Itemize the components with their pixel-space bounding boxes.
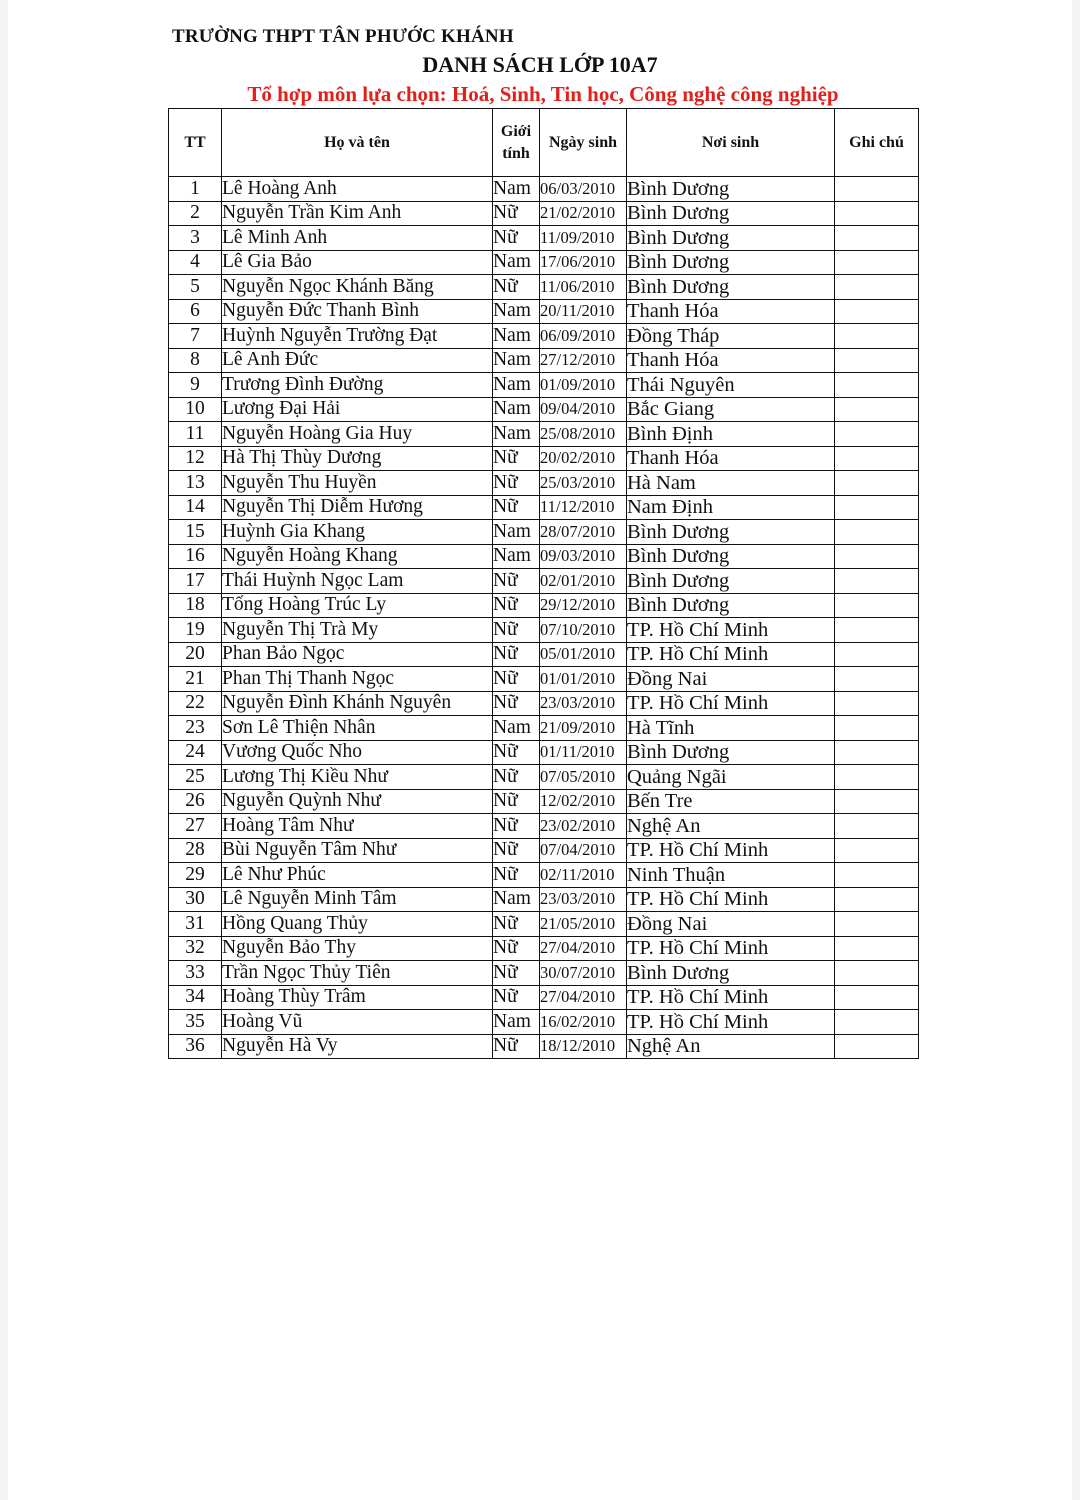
cell-dob: 21/02/2010: [540, 201, 627, 226]
cell-place: Bình Dương: [627, 740, 835, 765]
cell-gender: Nam: [493, 348, 540, 373]
cell-place: Bình Dương: [627, 250, 835, 275]
table-row: [169, 446, 919, 471]
cell-dob: 27/04/2010: [540, 985, 627, 1010]
cell-dob: 23/03/2010: [540, 887, 627, 912]
cell-gender: Nữ: [493, 838, 540, 863]
table-row: [169, 593, 919, 618]
cell-tt: 31: [169, 912, 222, 937]
table-row: [169, 544, 919, 569]
cell-name: Lê Nguyễn Minh Tâm: [222, 887, 493, 912]
cell-place: Nam Định: [627, 495, 835, 520]
cell-tt: 20: [169, 642, 222, 667]
cell-note: [835, 961, 919, 986]
cell-name: Nguyễn Hà Vy: [222, 1034, 493, 1059]
header-note: Ghi chú: [835, 109, 919, 177]
table-row: [169, 495, 919, 520]
table-row: [169, 324, 919, 349]
cell-note: [835, 446, 919, 471]
cell-gender: Nữ: [493, 789, 540, 814]
cell-place: Nghệ An: [627, 814, 835, 839]
table-row: [169, 985, 919, 1010]
table-row: [169, 667, 919, 692]
cell-note: [835, 1034, 919, 1059]
cell-tt: 28: [169, 838, 222, 863]
cell-gender: Nam: [493, 177, 540, 202]
cell-dob: 23/03/2010: [540, 691, 627, 716]
table-row: [169, 618, 919, 643]
cell-dob: 21/09/2010: [540, 716, 627, 741]
cell-note: [835, 936, 919, 961]
cell-note: [835, 838, 919, 863]
table-row: [169, 863, 919, 888]
cell-gender: Nữ: [493, 961, 540, 986]
cell-gender: Nữ: [493, 471, 540, 496]
table-row: [169, 716, 919, 741]
cell-place: Bình Dương: [627, 226, 835, 251]
cell-dob: 11/06/2010: [540, 275, 627, 300]
cell-tt: 19: [169, 618, 222, 643]
table-row: [169, 642, 919, 667]
subject-combination: Tổ hợp môn lựa chọn: Hoá, Sinh, Tin học, Công nghệ công nghiệp: [247, 82, 839, 106]
cell-note: [835, 348, 919, 373]
cell-dob: 29/12/2010: [540, 593, 627, 618]
cell-dob: 05/01/2010: [540, 642, 627, 667]
cell-place: TP. Hồ Chí Minh: [627, 1010, 835, 1035]
cell-place: Quảng Ngãi: [627, 765, 835, 790]
cell-place: Bến Tre: [627, 789, 835, 814]
cell-name: Lương Đại Hải: [222, 397, 493, 422]
cell-gender: Nam: [493, 373, 540, 398]
cell-dob: 12/02/2010: [540, 789, 627, 814]
cell-note: [835, 985, 919, 1010]
table-row: [169, 520, 919, 545]
cell-tt: 34: [169, 985, 222, 1010]
cell-name: Bùi Nguyễn Tâm Như: [222, 838, 493, 863]
cell-tt: 4: [169, 250, 222, 275]
table-row: [169, 740, 919, 765]
cell-tt: 3: [169, 226, 222, 251]
cell-dob: 25/03/2010: [540, 471, 627, 496]
cell-place: Thanh Hóa: [627, 446, 835, 471]
cell-place: Bình Định: [627, 422, 835, 447]
cell-gender: Nữ: [493, 226, 540, 251]
cell-gender: Nam: [493, 544, 540, 569]
cell-dob: 27/12/2010: [540, 348, 627, 373]
table-row: [169, 1034, 919, 1059]
cell-gender: Nữ: [493, 201, 540, 226]
table-row: [169, 838, 919, 863]
cell-name: Vương Quốc Nho: [222, 740, 493, 765]
cell-gender: Nữ: [493, 667, 540, 692]
cell-place: Thanh Hóa: [627, 348, 835, 373]
table-row: [169, 348, 919, 373]
table-row: [169, 1010, 919, 1035]
cell-dob: 20/11/2010: [540, 299, 627, 324]
cell-tt: 13: [169, 471, 222, 496]
cell-place: TP. Hồ Chí Minh: [627, 838, 835, 863]
cell-dob: 06/09/2010: [540, 324, 627, 349]
cell-dob: 09/03/2010: [540, 544, 627, 569]
school-name: TRƯỜNG THPT TÂN PHƯỚC KHÁNH: [172, 26, 514, 47]
cell-note: [835, 544, 919, 569]
cell-tt: 21: [169, 667, 222, 692]
cell-name: Tống Hoàng Trúc Ly: [222, 593, 493, 618]
cell-place: Bình Dương: [627, 520, 835, 545]
cell-gender: Nam: [493, 887, 540, 912]
cell-place: Hà Nam: [627, 471, 835, 496]
cell-note: [835, 275, 919, 300]
cell-dob: 11/12/2010: [540, 495, 627, 520]
cell-tt: 6: [169, 299, 222, 324]
table-header-row: [169, 109, 919, 177]
cell-name: Nguyễn Hoàng Khang: [222, 544, 493, 569]
cell-tt: 26: [169, 789, 222, 814]
cell-note: [835, 716, 919, 741]
cell-tt: 14: [169, 495, 222, 520]
table-row: [169, 177, 919, 202]
cell-gender: Nam: [493, 299, 540, 324]
class-roster-table: [168, 108, 919, 1059]
cell-note: [835, 569, 919, 594]
cell-dob: 01/01/2010: [540, 667, 627, 692]
cell-place: Bình Dương: [627, 177, 835, 202]
cell-gender: Nữ: [493, 275, 540, 300]
header-tt: TT: [169, 109, 222, 177]
table-row: [169, 226, 919, 251]
header-name: Họ và tên: [222, 109, 493, 177]
table-row: [169, 691, 919, 716]
cell-name: Nguyễn Đức Thanh Bình: [222, 299, 493, 324]
cell-name: Nguyễn Bảo Thy: [222, 936, 493, 961]
table-row: [169, 471, 919, 496]
cell-note: [835, 299, 919, 324]
cell-place: Ninh Thuận: [627, 863, 835, 888]
cell-dob: 07/10/2010: [540, 618, 627, 643]
cell-tt: 5: [169, 275, 222, 300]
cell-gender: Nữ: [493, 691, 540, 716]
cell-place: TP. Hồ Chí Minh: [627, 618, 835, 643]
cell-note: [835, 201, 919, 226]
cell-name: Nguyễn Thị Diễm Hương: [222, 495, 493, 520]
cell-place: Đồng Nai: [627, 667, 835, 692]
cell-place: Nghệ An: [627, 1034, 835, 1059]
cell-tt: 23: [169, 716, 222, 741]
cell-dob: 11/09/2010: [540, 226, 627, 251]
table-row: [169, 250, 919, 275]
cell-place: TP. Hồ Chí Minh: [627, 691, 835, 716]
cell-gender: Nữ: [493, 569, 540, 594]
cell-gender: Nữ: [493, 912, 540, 937]
cell-note: [835, 226, 919, 251]
cell-name: Huỳnh Nguyễn Trường Đạt: [222, 324, 493, 349]
roster-body: [169, 177, 919, 1059]
table-row: [169, 201, 919, 226]
cell-tt: 24: [169, 740, 222, 765]
cell-dob: 16/02/2010: [540, 1010, 627, 1035]
cell-gender: Nam: [493, 716, 540, 741]
cell-gender: Nam: [493, 520, 540, 545]
cell-dob: 20/02/2010: [540, 446, 627, 471]
cell-gender: Nam: [493, 324, 540, 349]
cell-tt: 32: [169, 936, 222, 961]
table-row: [169, 887, 919, 912]
table-row: [169, 373, 919, 398]
cell-name: Nguyễn Hoàng Gia Huy: [222, 422, 493, 447]
cell-tt: 25: [169, 765, 222, 790]
cell-gender: Nữ: [493, 765, 540, 790]
cell-gender: Nữ: [493, 593, 540, 618]
cell-name: Nguyễn Thu Huyền: [222, 471, 493, 496]
cell-dob: 02/11/2010: [540, 863, 627, 888]
cell-tt: 27: [169, 814, 222, 839]
header-gender-line1: Giới: [500, 122, 532, 140]
cell-name: Trương Đình Đường: [222, 373, 493, 398]
cell-tt: 8: [169, 348, 222, 373]
cell-tt: 9: [169, 373, 222, 398]
cell-dob: 23/02/2010: [540, 814, 627, 839]
cell-place: TP. Hồ Chí Minh: [627, 642, 835, 667]
cell-note: [835, 740, 919, 765]
cell-gender: Nam: [493, 1010, 540, 1035]
cell-dob: 09/04/2010: [540, 397, 627, 422]
cell-name: Lê Hoàng Anh: [222, 177, 493, 202]
cell-name: Nguyễn Trần Kim Anh: [222, 201, 493, 226]
cell-tt: 16: [169, 544, 222, 569]
cell-name: Hoàng Vũ: [222, 1010, 493, 1035]
cell-note: [835, 1010, 919, 1035]
table-row: [169, 397, 919, 422]
cell-name: Nguyễn Ngọc Khánh Băng: [222, 275, 493, 300]
header-place: Nơi sinh: [627, 109, 835, 177]
cell-note: [835, 814, 919, 839]
cell-gender: Nữ: [493, 985, 540, 1010]
cell-note: [835, 863, 919, 888]
cell-gender: Nữ: [493, 1034, 540, 1059]
page-title: DANH SÁCH LỚP 10A7: [422, 52, 658, 77]
cell-place: TP. Hồ Chí Minh: [627, 887, 835, 912]
cell-dob: 17/06/2010: [540, 250, 627, 275]
cell-note: [835, 422, 919, 447]
cell-gender: Nam: [493, 422, 540, 447]
cell-dob: 18/12/2010: [540, 1034, 627, 1059]
cell-place: TP. Hồ Chí Minh: [627, 985, 835, 1010]
cell-place: Bình Dương: [627, 569, 835, 594]
cell-dob: 02/01/2010: [540, 569, 627, 594]
cell-gender: Nữ: [493, 863, 540, 888]
cell-name: Nguyễn Đình Khánh Nguyên: [222, 691, 493, 716]
cell-name: Lê Minh Anh: [222, 226, 493, 251]
cell-name: Hồng Quang Thủy: [222, 912, 493, 937]
cell-place: Bình Dương: [627, 201, 835, 226]
cell-tt: 12: [169, 446, 222, 471]
cell-dob: 07/05/2010: [540, 765, 627, 790]
cell-name: Hoàng Thùy Trâm: [222, 985, 493, 1010]
cell-note: [835, 789, 919, 814]
cell-note: [835, 373, 919, 398]
cell-tt: 15: [169, 520, 222, 545]
cell-name: Hà Thị Thùy Dương: [222, 446, 493, 471]
cell-tt: 17: [169, 569, 222, 594]
table-row: [169, 789, 919, 814]
cell-name: Nguyễn Thị Trà My: [222, 618, 493, 643]
cell-place: Bình Dương: [627, 275, 835, 300]
cell-note: [835, 397, 919, 422]
table-row: [169, 569, 919, 594]
cell-tt: 22: [169, 691, 222, 716]
cell-place: Bình Dương: [627, 593, 835, 618]
cell-note: [835, 520, 919, 545]
cell-tt: 29: [169, 863, 222, 888]
cell-dob: 21/05/2010: [540, 912, 627, 937]
cell-gender: Nam: [493, 397, 540, 422]
cell-note: [835, 912, 919, 937]
cell-tt: 30: [169, 887, 222, 912]
cell-tt: 2: [169, 201, 222, 226]
cell-gender: Nữ: [493, 642, 540, 667]
cell-place: Bình Dương: [627, 961, 835, 986]
cell-dob: 28/07/2010: [540, 520, 627, 545]
cell-place: Thanh Hóa: [627, 299, 835, 324]
cell-note: [835, 642, 919, 667]
cell-note: [835, 691, 919, 716]
cell-name: Lương Thị Kiều Như: [222, 765, 493, 790]
cell-note: [835, 887, 919, 912]
cell-tt: 10: [169, 397, 222, 422]
cell-note: [835, 250, 919, 275]
cell-note: [835, 324, 919, 349]
cell-note: [835, 177, 919, 202]
cell-place: Thái Nguyên: [627, 373, 835, 398]
header-gender: [493, 109, 540, 177]
cell-note: [835, 765, 919, 790]
cell-name: Huỳnh Gia Khang: [222, 520, 493, 545]
cell-name: Thái Huỳnh Ngọc Lam: [222, 569, 493, 594]
header-dob: Ngày sinh: [540, 109, 627, 177]
table-row: [169, 961, 919, 986]
cell-name: Hoàng Tâm Như: [222, 814, 493, 839]
table-row: [169, 275, 919, 300]
cell-dob: 01/11/2010: [540, 740, 627, 765]
cell-tt: 11: [169, 422, 222, 447]
cell-gender: Nữ: [493, 446, 540, 471]
cell-name: Lê Gia Bảo: [222, 250, 493, 275]
header-gender-line2: tính: [502, 144, 530, 162]
cell-dob: 27/04/2010: [540, 936, 627, 961]
table-row: [169, 299, 919, 324]
cell-gender: Nữ: [493, 495, 540, 520]
table-row: [169, 912, 919, 937]
cell-note: [835, 495, 919, 520]
cell-note: [835, 593, 919, 618]
cell-tt: 7: [169, 324, 222, 349]
cell-tt: 36: [169, 1034, 222, 1059]
cell-gender: Nữ: [493, 814, 540, 839]
cell-name: Phan Bảo Ngọc: [222, 642, 493, 667]
cell-note: [835, 471, 919, 496]
cell-tt: 33: [169, 961, 222, 986]
table-row: [169, 936, 919, 961]
table-row: [169, 422, 919, 447]
table-row: [169, 765, 919, 790]
cell-name: Nguyễn Quỳnh Như: [222, 789, 493, 814]
cell-place: Bình Dương: [627, 544, 835, 569]
cell-name: Sơn Lê Thiện Nhân: [222, 716, 493, 741]
cell-gender: Nữ: [493, 618, 540, 643]
cell-place: Hà Tĩnh: [627, 716, 835, 741]
cell-dob: 01/09/2010: [540, 373, 627, 398]
cell-name: Lê Như Phúc: [222, 863, 493, 888]
table-row: [169, 814, 919, 839]
cell-dob: 06/03/2010: [540, 177, 627, 202]
cell-tt: 35: [169, 1010, 222, 1035]
cell-tt: 1: [169, 177, 222, 202]
cell-dob: 07/04/2010: [540, 838, 627, 863]
cell-place: Đồng Nai: [627, 912, 835, 937]
cell-tt: 18: [169, 593, 222, 618]
cell-name: Lê Anh Đức: [222, 348, 493, 373]
cell-note: [835, 618, 919, 643]
cell-name: Trần Ngọc Thủy Tiên: [222, 961, 493, 986]
cell-note: [835, 667, 919, 692]
cell-place: Bắc Giang: [627, 397, 835, 422]
cell-dob: 25/08/2010: [540, 422, 627, 447]
cell-place: Đồng Tháp: [627, 324, 835, 349]
cell-place: TP. Hồ Chí Minh: [627, 936, 835, 961]
cell-gender: Nam: [493, 250, 540, 275]
cell-name: Phan Thị Thanh Ngọc: [222, 667, 493, 692]
cell-gender: Nữ: [493, 936, 540, 961]
cell-dob: 30/07/2010: [540, 961, 627, 986]
cell-gender: Nữ: [493, 740, 540, 765]
